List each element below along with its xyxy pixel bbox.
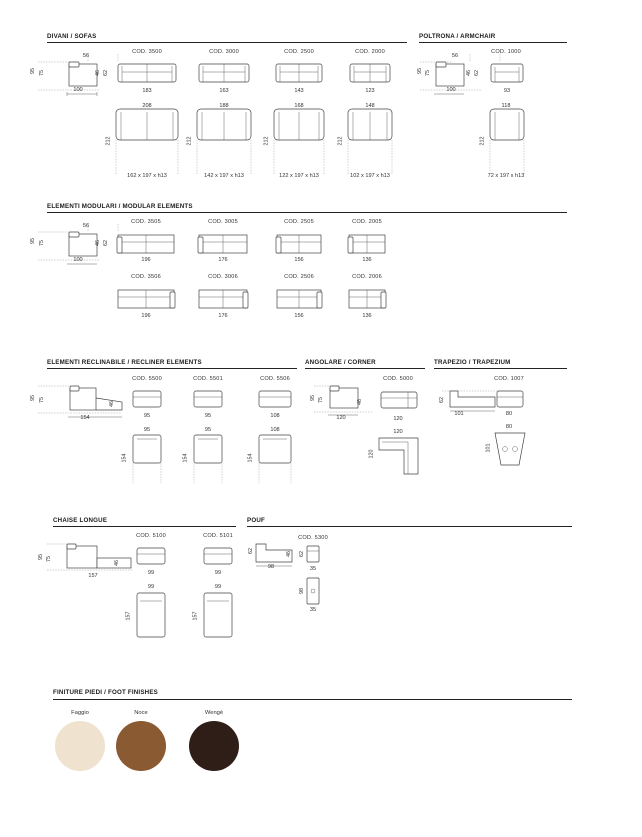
sofa-front-width: 143 xyxy=(294,88,304,94)
recliner-top-view xyxy=(193,433,223,485)
recliner-profile-h95: 95 xyxy=(30,395,36,401)
trapezium-code: COD. 1007 xyxy=(494,376,524,382)
section-rule-pouf xyxy=(247,526,572,527)
section-rule-modular xyxy=(47,212,567,213)
chaise-side-profile xyxy=(37,538,137,574)
recliner-profile-h46: 46 xyxy=(109,401,115,407)
sofa-seat: 162 x 197 x h13 xyxy=(127,173,167,179)
section-rule-chaise xyxy=(53,526,236,527)
armchair-profile-h46: 46 xyxy=(466,70,472,76)
pouf-profile-d98: 98 xyxy=(267,564,275,570)
armchair-profile-h95: 95 xyxy=(417,68,423,74)
modular-width: 176 xyxy=(218,313,228,319)
armchair-front-view xyxy=(490,61,524,85)
sofa-top-view xyxy=(273,108,325,178)
pouf-front-w35: 35 xyxy=(309,566,317,572)
sofa-code: COD. 3500 xyxy=(132,49,162,55)
foot-finish-label: Noce xyxy=(134,710,148,716)
sofa-profile-d100: 100 xyxy=(73,87,83,93)
recliner-depth: 154 xyxy=(247,453,254,463)
modular-width: 176 xyxy=(218,257,228,263)
armchair-depth: 212 xyxy=(479,136,486,146)
recliner-profile-d154: 154 xyxy=(80,415,90,421)
section-title-trapezium: TRAPEZIO / TRAPEZIUM xyxy=(434,359,511,366)
pouf-top-w35: 35 xyxy=(309,607,317,613)
sofa-top-view xyxy=(196,108,252,178)
sofa-profile-d56: 56 xyxy=(82,53,90,59)
section-title-pouf: POUF xyxy=(247,517,265,524)
recliner-front-width: 108 xyxy=(270,413,280,419)
sofa-top-width: 188 xyxy=(219,103,229,109)
modular-code: COD. 3506 xyxy=(131,274,161,280)
recliner-top-view xyxy=(132,433,162,485)
sofa-code: COD. 2500 xyxy=(284,49,314,55)
modular-width: 136 xyxy=(362,257,372,263)
recliner-top-width: 108 xyxy=(270,427,280,433)
recliner-top-width: 95 xyxy=(204,427,212,433)
modular-front-view xyxy=(117,232,175,256)
modular-profile-h75: 75 xyxy=(39,240,45,246)
recliner-top-view xyxy=(258,433,292,485)
modular-code: COD. 2506 xyxy=(284,274,314,280)
trapezium-profile-d101: 101 xyxy=(454,411,464,417)
foot-finish-swatch xyxy=(189,721,239,771)
foot-finish-label: Wengè xyxy=(204,710,224,716)
chaise-front-width: 99 xyxy=(147,570,155,576)
modular-front-view xyxy=(198,287,248,311)
armchair-front-width: 93 xyxy=(503,88,511,94)
corner-top-width: 120 xyxy=(393,429,403,435)
sofa-front-width: 183 xyxy=(142,88,152,94)
section-title-recliner: ELEMENTI RECLINABILE / RECLINER ELEMENTS xyxy=(47,359,202,366)
armchair-code: COD. 1000 xyxy=(491,49,521,55)
modular-front-view xyxy=(276,232,322,256)
modular-front-view xyxy=(348,287,386,311)
modular-profile-d56: 56 xyxy=(82,223,90,229)
recliner-front-width: 95 xyxy=(143,413,151,419)
armchair-profile-d100: 100 xyxy=(446,87,456,93)
chaise-code: COD. 5100 xyxy=(136,533,166,539)
corner-profile-h95: 95 xyxy=(310,395,316,401)
sofa-seat: 102 x 197 x h13 xyxy=(350,173,390,179)
sofa-code: COD. 2000 xyxy=(355,49,385,55)
corner-profile-h75: 75 xyxy=(318,397,324,403)
sofa-top-width: 148 xyxy=(365,103,375,109)
chaise-profile-h95: 95 xyxy=(38,554,44,560)
sofa-front-view xyxy=(198,61,250,85)
sofa-top-view xyxy=(115,108,179,178)
recliner-profile-h75: 75 xyxy=(39,397,45,403)
trapezium-profile-h62: 62 xyxy=(439,397,445,403)
corner-front-view xyxy=(380,386,418,412)
modular-front-view xyxy=(198,232,248,256)
recliner-front-view xyxy=(193,388,223,410)
modular-profile-h62: 62 xyxy=(103,240,109,246)
recliner-code: COD. 5501 xyxy=(193,376,223,382)
section-title-sofas: DIVANI / SOFAS xyxy=(47,33,97,40)
chaise-depth: 157 xyxy=(125,611,132,621)
modular-profile-d100: 100 xyxy=(73,257,83,263)
section-title-modular: ELEMENTI MODULARI / MODULAR ELEMENTS xyxy=(47,203,193,210)
sofa-depth: 212 xyxy=(263,136,270,146)
modular-code: COD. 3505 xyxy=(131,219,161,225)
corner-profile-d120: 120 xyxy=(336,415,346,421)
section-title-armchair: POLTRONA / ARMCHAIR xyxy=(419,33,496,40)
chaise-front-width: 99 xyxy=(214,570,222,576)
modular-width: 196 xyxy=(141,313,151,319)
recliner-front-view xyxy=(258,388,292,410)
chaise-top-width: 99 xyxy=(214,584,222,590)
section-rule-corner xyxy=(305,368,425,369)
corner-code: COD. 5000 xyxy=(383,376,413,382)
chaise-profile-d157: 157 xyxy=(88,573,98,579)
chaise-top-view xyxy=(136,591,166,641)
foot-finish-label: Faggio xyxy=(71,710,89,716)
sofa-top-width: 168 xyxy=(294,103,304,109)
section-rule-armchair xyxy=(419,42,567,43)
section-rule-recliner xyxy=(47,368,297,369)
recliner-code: COD. 5500 xyxy=(132,376,162,382)
section-title-chaise: CHAISE LONGUE xyxy=(53,517,108,524)
modular-profile-h46: 46 xyxy=(95,240,101,246)
pouf-front-view xyxy=(305,544,321,566)
chaise-front-view xyxy=(203,545,233,567)
modular-front-view xyxy=(276,287,322,311)
recliner-depth: 154 xyxy=(182,453,189,463)
pouf-front-h62: 62 xyxy=(299,551,305,557)
corner-front-width: 120 xyxy=(393,416,403,422)
sofa-front-view xyxy=(117,61,177,85)
chaise-profile-h75: 75 xyxy=(46,556,52,562)
trapezium-front-view xyxy=(496,388,524,410)
sofa-code: COD. 3000 xyxy=(209,49,239,55)
chaise-profile-h46: 46 xyxy=(114,560,120,566)
chaise-top-width: 99 xyxy=(147,584,155,590)
modular-code: COD. 2006 xyxy=(352,274,382,280)
pouf-code: COD. 5300 xyxy=(298,535,328,541)
pouf-top-view xyxy=(305,576,321,606)
sofa-front-width: 163 xyxy=(219,88,229,94)
trapezium-top-width: 80 xyxy=(505,424,513,430)
sofa-top-width: 208 xyxy=(142,103,152,109)
corner-depth: 120 xyxy=(368,449,375,459)
sofa-front-width: 123 xyxy=(365,88,375,94)
armchair-top-width: 118 xyxy=(501,103,511,109)
sofa-profile-h46: 46 xyxy=(95,70,101,76)
recliner-depth: 154 xyxy=(121,453,128,463)
sofa-profile-h95: 95 xyxy=(30,68,36,74)
chaise-front-view xyxy=(136,545,166,567)
section-title-corner: ANGOLARE / CORNER xyxy=(305,359,376,366)
sofa-front-view xyxy=(275,61,323,85)
modular-code: COD. 2505 xyxy=(284,219,314,225)
recliner-code: COD. 5506 xyxy=(260,376,290,382)
corner-profile-h46: 46 xyxy=(357,399,363,405)
armchair-profile-d56: 56 xyxy=(451,53,459,59)
trapezium-depth: 101 xyxy=(485,443,492,453)
pouf-top-d98: 98 xyxy=(299,588,305,594)
sofa-front-view xyxy=(349,61,391,85)
modular-code: COD. 2005 xyxy=(352,219,382,225)
sofa-depth: 212 xyxy=(337,136,344,146)
chaise-code: COD. 5101 xyxy=(203,533,233,539)
modular-code: COD. 3006 xyxy=(208,274,238,280)
modular-width: 156 xyxy=(294,313,304,319)
recliner-front-width: 95 xyxy=(204,413,212,419)
modular-width: 156 xyxy=(294,257,304,263)
armchair-profile-h62: 62 xyxy=(474,70,480,76)
armchair-seat: 72 x 197 x h13 xyxy=(487,173,525,179)
pouf-profile-h62: 62 xyxy=(248,548,254,554)
armchair-top-view xyxy=(489,108,525,178)
recliner-top-width: 95 xyxy=(143,427,151,433)
sofa-seat: 122 x 197 x h13 xyxy=(279,173,319,179)
chaise-depth: 157 xyxy=(192,611,199,621)
chaise-top-view xyxy=(203,591,233,641)
modular-front-view xyxy=(348,232,386,256)
sofa-depth: 212 xyxy=(186,136,193,146)
foot-finish-swatch xyxy=(116,721,166,771)
trapezium-front-width: 80 xyxy=(505,411,513,417)
section-rule-trapezium xyxy=(434,368,567,369)
trapezium-top-view xyxy=(494,431,526,467)
sofa-seat: 142 x 197 x h13 xyxy=(204,173,244,179)
modular-code: COD. 3005 xyxy=(208,219,238,225)
sofa-depth: 212 xyxy=(105,136,112,146)
foot-finish-swatch xyxy=(55,721,105,771)
section-rule-feet xyxy=(53,699,572,700)
sofa-top-view xyxy=(347,108,393,178)
modular-front-view xyxy=(117,287,175,311)
sofa-profile-h62: 62 xyxy=(103,70,109,76)
section-title-feet: FINITURE PIEDI / FOOT FINISHES xyxy=(53,689,159,696)
recliner-front-view xyxy=(132,388,162,410)
section-rule-sofas xyxy=(47,42,407,43)
modular-width: 196 xyxy=(141,257,151,263)
modular-width: 136 xyxy=(362,313,372,319)
sofa-profile-h75: 75 xyxy=(39,70,45,76)
pouf-profile-h46: 46 xyxy=(286,551,292,557)
armchair-profile-h75: 75 xyxy=(425,70,431,76)
modular-profile-h95: 95 xyxy=(30,238,36,244)
corner-top-view xyxy=(378,436,420,476)
